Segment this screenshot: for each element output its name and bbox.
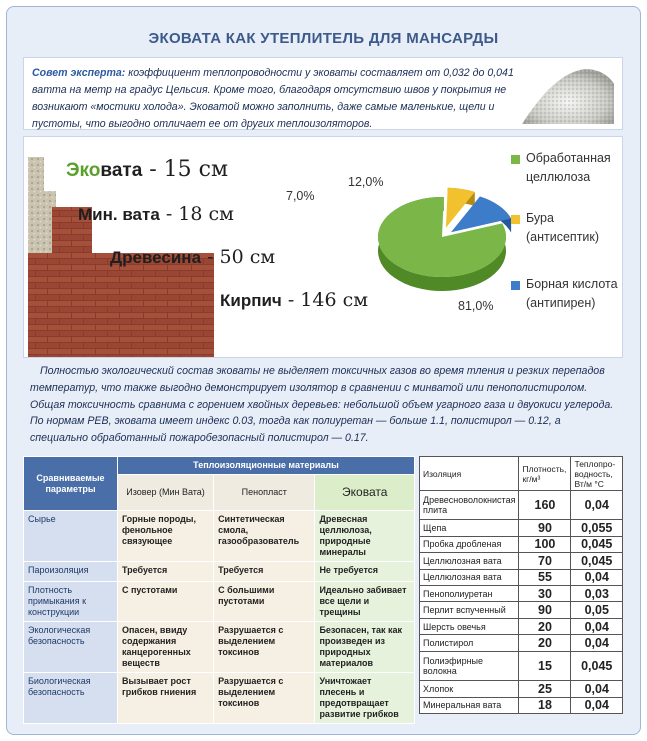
table-cell: Синтетическая смола, газообразователь <box>214 511 315 562</box>
conductivity-cell: 0,04 <box>571 569 623 585</box>
material-cell: Полистирол <box>420 635 519 651</box>
param-header: Сравниваемые параметры <box>24 457 118 511</box>
table-row <box>24 582 415 622</box>
conductivity-cell: 0,045 <box>571 553 623 569</box>
material-row <box>66 157 228 182</box>
table-cell: Требуется <box>118 562 214 582</box>
material-name: Эко <box>66 160 101 181</box>
legend-label: (антипирен) <box>526 296 596 310</box>
density-cell: 20 <box>519 635 571 651</box>
conductivity-cell: 0,045 <box>571 536 623 552</box>
table-row <box>420 491 623 520</box>
conductivity-cell: 0,04 <box>571 491 623 520</box>
table-cell: Горные породы, фенольное связующее <box>118 511 214 562</box>
material-name: Древесина <box>110 248 202 267</box>
legend-swatch <box>511 215 520 224</box>
material-cell: Шерсть овечья <box>420 618 519 634</box>
row-param: Биологическая безопасность <box>24 673 118 724</box>
material-row <box>78 203 234 225</box>
material-thickness: - 146 см <box>281 289 369 311</box>
material-name: Кирпич <box>220 291 282 310</box>
table-row <box>24 673 415 724</box>
density-cell: 160 <box>519 491 571 520</box>
density-cell: 30 <box>519 586 571 602</box>
table-row <box>420 553 623 569</box>
material-row <box>220 289 368 311</box>
legend-label: (антисептик) <box>526 230 600 244</box>
col-header-ecowool: Эковата <box>315 475 415 511</box>
material-cell: Пробка дробленая <box>420 536 519 552</box>
material-name-rest: вата <box>100 160 143 181</box>
row-param: Плотность примыкания к конструкции <box>24 582 118 622</box>
table-row <box>420 586 623 602</box>
density-header-row <box>420 457 623 491</box>
density-cell: 90 <box>519 520 571 536</box>
material-name: Мин. вата <box>78 205 160 224</box>
conductivity-cell: 0,04 <box>571 697 623 714</box>
density-header: Теплопро-водность, Вт/м °С <box>571 457 623 491</box>
pie-value-label: 7,0% <box>286 189 315 203</box>
ecowool-pile-image <box>520 64 616 126</box>
page-title: ЭКОВАТА КАК УТЕПЛИТЕЛЬ ДЛЯ МАНСАРДЫ <box>148 30 499 47</box>
table-cell: Требуется <box>214 562 315 582</box>
table-cell: С пустотами <box>118 582 214 622</box>
material-row <box>110 246 275 268</box>
expert-tip <box>32 65 522 133</box>
table-row <box>420 536 623 552</box>
conductivity-cell: 0,03 <box>571 586 623 602</box>
table-cell: Разрушается с выделением токсинов <box>214 622 315 673</box>
density-cell: 90 <box>519 602 571 618</box>
expert-tip-lead: Совет эксперта: <box>32 67 126 79</box>
density-header: Плотность, кг/м³ <box>519 457 571 491</box>
toxicity-paragraph: Полностью экологический состав эковаты не выделяет токсичных газов во время тления и резких перепадов температур, что также выгодно демонстрирует изолятор в сравнении с минватой или пенополистиролом. Общая токсичность сравнима с горением хвойных деревьев: небольшой объем угарного газа и двуокиси углерода. По нормам РЕВ, эковата имеет индекс 0.03, тогда как полиуретан — больше 1.1, полистирол — 0.12, а специально обработанный пожаробезопасный полистирол — 0.17. <box>30 365 614 445</box>
table-cell: Древесная целлюлоза, природные минералы <box>315 511 415 562</box>
material-cell: Древесноволокнистая плита <box>420 491 519 520</box>
legend-swatch <box>511 281 520 290</box>
comparison-table <box>23 456 415 724</box>
conductivity-cell: 0,055 <box>571 520 623 536</box>
density-table <box>419 456 623 714</box>
legend-label: Борная кислота <box>526 277 618 291</box>
table-row <box>24 511 415 562</box>
expert-tip-box <box>23 57 623 130</box>
table-row <box>24 562 415 582</box>
material-thickness: - 15 см <box>142 157 229 182</box>
table-cell: С большими пустотами <box>214 582 315 622</box>
pie-value-label: 12,0% <box>348 175 384 189</box>
density-cell: 20 <box>519 618 571 634</box>
conductivity-cell: 0,04 <box>571 635 623 651</box>
row-param: Сырье <box>24 511 118 562</box>
group-header: Теплоизоляционные материалы <box>118 457 415 475</box>
material-cell: Целлюлозная вата <box>420 569 519 585</box>
legend-swatch <box>511 155 520 164</box>
material-cell: Перлит вспученный <box>420 602 519 618</box>
material-cell: Минеральная вата <box>420 697 519 714</box>
material-cell: Щепа <box>420 520 519 536</box>
table-row <box>420 697 623 714</box>
material-thickness: - 18 см <box>159 203 234 225</box>
chart-panel <box>23 136 623 358</box>
table-row <box>420 651 623 680</box>
density-cell: 15 <box>519 651 571 680</box>
conductivity-cell: 0,045 <box>571 651 623 680</box>
col-header-minwool: Изовер (Мин Вата) <box>118 475 214 511</box>
table-row <box>420 618 623 634</box>
table-row <box>420 681 623 697</box>
table-cell: Безопасен, так как произведен из природных материалов <box>315 622 415 673</box>
col-header-foam: Пенопласт <box>214 475 315 511</box>
table-cell: Уничтожает плесень и предотвращает развитие грибков <box>315 673 415 724</box>
pie-value-label: 81,0% <box>458 299 494 313</box>
table-cell: Разрушается с выделением токсинов <box>214 673 315 724</box>
density-cell: 70 <box>519 553 571 569</box>
material-cell: Полиэфирные волокна <box>420 651 519 680</box>
table-row <box>420 520 623 536</box>
table-cell: Не требуется <box>315 562 415 582</box>
expert-tip-text: коэффициент теплопроводности у эковаты составляет от 0,032 до 0,041 ватта на метр на градус Цельсия. Кроме того, благодаря отсутствию швов у покрытия не возникают «мостики холода». Эковатой можно заполнить, даже самые маленькие, щели и пустоты, что выгодно отличает ее от других теплоизоляторов. <box>32 67 514 130</box>
density-cell: 55 <box>519 569 571 585</box>
density-cell: 100 <box>519 536 571 552</box>
density-cell: 25 <box>519 681 571 697</box>
material-cell: Пенополиуретан <box>420 586 519 602</box>
conductivity-cell: 0,04 <box>571 681 623 697</box>
legend-label: Обработанная <box>526 151 611 165</box>
legend-label: целлюлоза <box>526 170 591 184</box>
table-row <box>420 635 623 651</box>
density-cell: 18 <box>519 697 571 714</box>
table-cell: Идеально забивает все щели и трещины <box>315 582 415 622</box>
row-param: Пароизоляция <box>24 562 118 582</box>
table-row <box>420 602 623 618</box>
legend-label: Бура <box>526 211 554 225</box>
conductivity-cell: 0,04 <box>571 618 623 634</box>
row-param: Экологическая безопасность <box>24 622 118 673</box>
table-cell: Опасен, ввиду содержания канцерогенных веществ <box>118 622 214 673</box>
table-row <box>24 622 415 673</box>
density-header: Изоляция <box>420 457 519 491</box>
material-cell: Хлопок <box>420 681 519 697</box>
table-row <box>420 569 623 585</box>
conductivity-cell: 0,05 <box>571 602 623 618</box>
material-thickness: - 50 см <box>201 246 276 268</box>
material-cell: Целлюлозная вата <box>420 553 519 569</box>
table-cell: Вызывает рост грибков гниения <box>118 673 214 724</box>
